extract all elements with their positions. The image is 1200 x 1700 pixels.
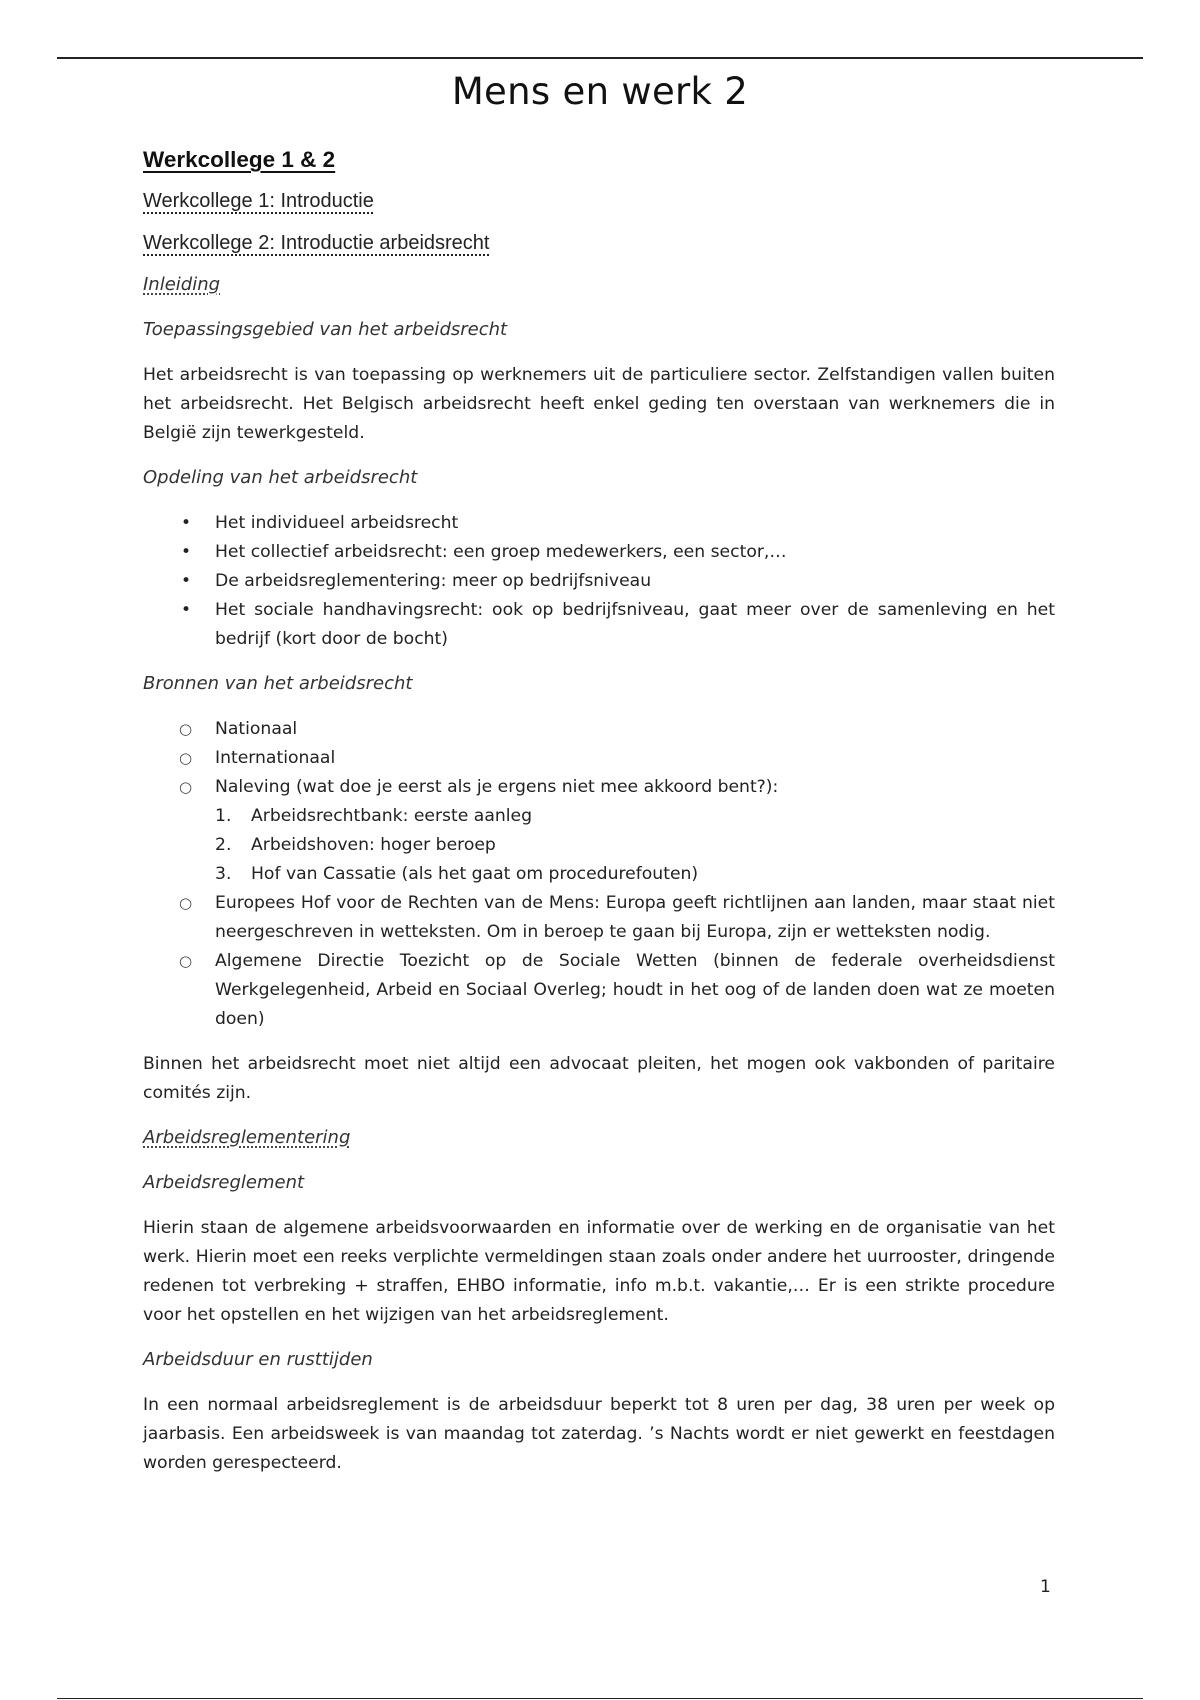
list-item: 2. Arbeidshoven: hoger beroep (215, 835, 496, 855)
header-rule (57, 57, 1143, 59)
list-item: 3. Hof van Cassatie (als het gaat om procedurefouten) (215, 864, 699, 884)
list-item: • Het individueel arbeidsrecht (143, 509, 1055, 538)
list-item: ○ Algemene Directie Toezicht op de Sociale Wetten (binnen de federale overheidsdienst Werkgelegenheid, Arbeid en Sociaal Overleg; houdt in het oog of de landen doen wat ze moeten doen) (143, 947, 1055, 1034)
list-opdeling (143, 509, 1055, 654)
bullet-icon: • (181, 571, 192, 591)
subheading-wc2: Werkcollege 2: Introductie arbeidsrecht (143, 232, 490, 254)
list-item: • Het collectief arbeidsrecht: een groep medewerkers, een sector,… (143, 538, 1055, 567)
list-bronnen (143, 715, 1055, 1034)
heading-arbeidsduur: Arbeidsduur en rusttijden (143, 1349, 373, 1370)
document-body (143, 146, 1055, 1494)
paragraph-arbeidsduur: In een normaal arbeidsreglement is de arbeidsduur beperkt tot 8 uren per dag, 38 uren per week op jaarbasis. Een arbeidsweek is van maandag tot zaterdag. ’s Nachts wordt er niet gewerkt en feestdagen worden gerespecteerd. (143, 1395, 1055, 1473)
bullet-icon: • (181, 600, 192, 620)
list-naleving (143, 802, 1055, 889)
list-item: ○ Internationaal (143, 744, 1055, 773)
footer-rule (57, 1698, 1143, 1699)
paragraph-toepassing: Het arbeidsrecht is van toepassing op werknemers uit de particuliere sector. Zelfstandigen vallen buiten het arbeidsrecht. Het Belgisch arbeidsrecht heeft enkel geding ten overstaan van werknemers die in België zijn tewerkgesteld. (143, 365, 1055, 443)
list-item: • Het sociale handhavingsrecht: ook op bedrijfsniveau, gaat meer over de samenleving en het bedrijf (kort door de bocht) (143, 596, 1055, 654)
circle-bullet-icon: ○ (179, 894, 193, 912)
circle-bullet-icon: ○ (179, 952, 193, 970)
paragraph-arbeidsreglement: Hierin staan de algemene arbeidsvoorwaarden en informatie over de werking en de organisatie van het werk. Hierin moet een reeks verplichte vermeldingen staan zoals onder andere het uurrooster, dringende redenen tot verbreking + straffen, EHBO informatie, info m.b.t. vakantie,… Er is een strikte procedure voor het opstellen en het wijzigen van het arbeidsreglement. (143, 1218, 1055, 1325)
circle-bullet-icon: ○ (179, 778, 193, 796)
heading-arbeidsreglementering: Arbeidsreglementering (143, 1127, 351, 1148)
section-heading: Werkcollege 1 & 2 (143, 147, 336, 172)
paragraph-advocaat: Binnen het arbeidsrecht moet niet altijd een advocaat pleiten, het mogen ook vakbonden of paritaire comités zijn. (143, 1054, 1055, 1103)
subheading-wc1: Werkcollege 1: Introductie (143, 190, 374, 212)
page-number: 1 (1040, 1577, 1051, 1597)
circle-bullet-icon: ○ (179, 749, 193, 767)
list-item: ○ Naleving (wat doe je eerst als je ergens niet mee akkoord bent?): 1. Arbeidsrechtbank: eerste aanleg 2. Arbeidshoven: hoger beroep 3. Hof van Cassatie (als het gaat om procedurefouten) (143, 773, 1055, 889)
bullet-icon: • (181, 513, 192, 533)
list-item: • De arbeidsreglementering: meer op bedrijfsniveau (143, 567, 1055, 596)
heading-bronnen: Bronnen van het arbeidsrecht (143, 673, 413, 694)
document-title: Mens en werk 2 (451, 70, 749, 113)
circle-bullet-icon: ○ (179, 720, 193, 738)
list-item: ○ Europees Hof voor de Rechten van de Mens: Europa geeft richtlijnen aan landen, maar staat niet neergeschreven in wetteksten. Om in beroep te gaan bij Europa, zijn er wetteksten nodig. (143, 889, 1055, 947)
list-item: ○ Nationaal (143, 715, 1055, 744)
bullet-icon: • (181, 542, 192, 562)
heading-arbeidsreglement: Arbeidsreglement (143, 1172, 305, 1193)
heading-inleiding: Inleiding (143, 274, 221, 295)
heading-toepassing: Toepassingsgebied van het arbeidsrecht (143, 319, 508, 340)
heading-opdeling: Opdeling van het arbeidsrecht (143, 467, 418, 488)
list-item: 1. Arbeidsrechtbank: eerste aanleg (215, 806, 533, 826)
